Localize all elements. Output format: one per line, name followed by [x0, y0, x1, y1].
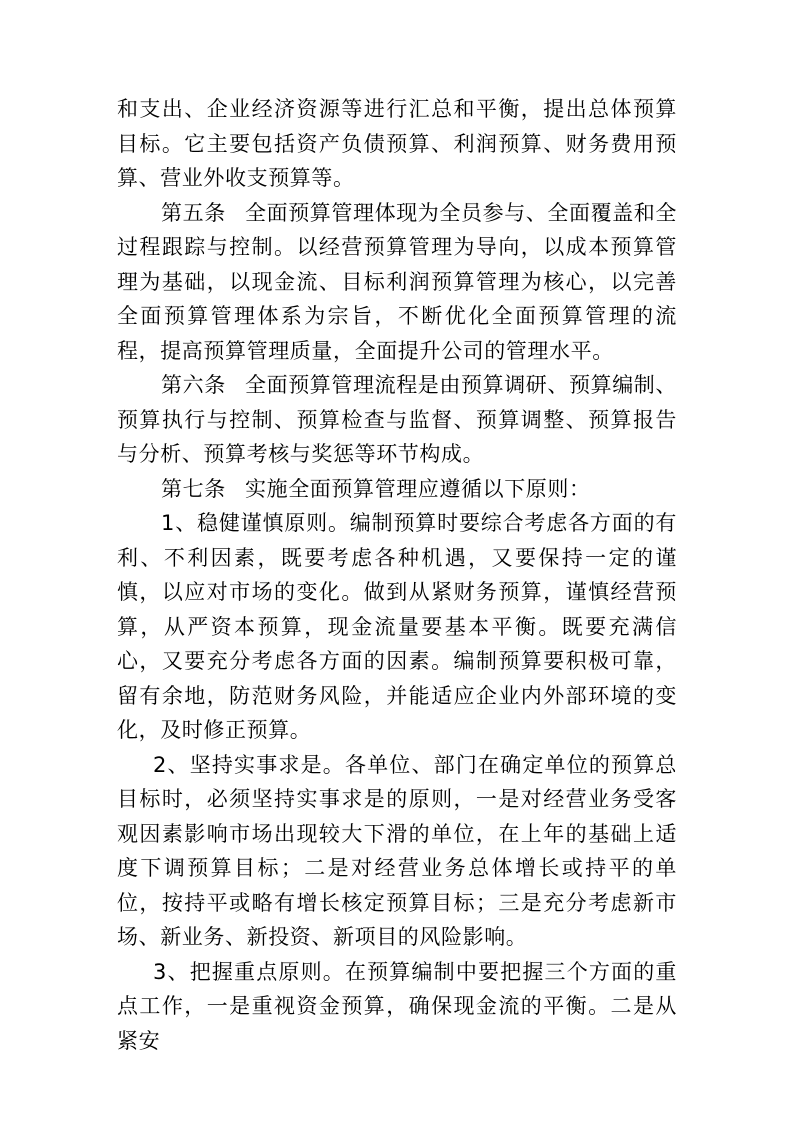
article-number: 第七条 [161, 476, 226, 501]
principle-3 [117, 955, 677, 1059]
paragraph-continuation [117, 92, 677, 196]
principle-text: 3、把握重点原则。在预算编制中要把握三个方面的重点工作，一是重视资金预算，确保现金流的平衡。二是从紧安 [117, 959, 677, 1053]
article-text: 全面预算管理体现为全员参与、全面覆盖和全过程跟踪与控制。以经营预算管理为导向，以成本预算管理为基础，以现金流、目标利润预算管理为核心，以完善全面预算管理体系为宗旨，不断优化全面预算管理的流程，提高预算管理质量，全面提升公司的管理水平。 [117, 200, 677, 363]
principle-1 [117, 506, 677, 748]
article-6 [117, 368, 677, 472]
article-7 [117, 472, 677, 507]
article-number: 第六条 [161, 373, 226, 397]
paragraph-text: 和支出、企业经济资源等进行汇总和平衡，提出总体预算目标。它主要包括资产负债预算、利润预算、财务费用预算、营业外收支预算等。 [117, 97, 677, 190]
article-text: 实施全面预算管理应遵循以下原则： [245, 476, 591, 501]
principle-text: 1、稳健谨慎原则。编制预算时要综合考虑各方面的有利、不利因素，既要考虑各种机遇，又要保持一定的谨慎，以应对市场的变化。做到从紧财务预算，谨慎经营预算，从严资本预算，现金流量要基本平衡。既要充满信心，又要充分考虑各方面的因素。编制预算要积极可靠，留有余地，防范财务风险，并能适应企业内外部环境的变化，及时修正预算。 [117, 511, 677, 742]
article-5 [117, 196, 677, 369]
document-body [117, 92, 677, 1058]
principle-2 [117, 748, 677, 955]
article-number: 第五条 [161, 200, 226, 225]
article-text: 全面预算管理流程是由预算调研、预算编制、预算执行与控制、预算检查与监督、预算调整、预算报告与分析、预算考核与奖惩等环节构成。 [117, 373, 677, 466]
principle-text: 2、坚持实事求是。各单位、部门在确定单位的预算总目标时，必须坚持实事求是的原则，一是对经营业务受客观因素影响市场出现较大下滑的单位，在上年的基础上适度下调预算目标；二是对经营业务总体增长或持平的单位，按持平或略有增长核定预算目标；三是充分考虑新市场、新业务、新投资、新项目的风险影响。 [117, 752, 677, 949]
